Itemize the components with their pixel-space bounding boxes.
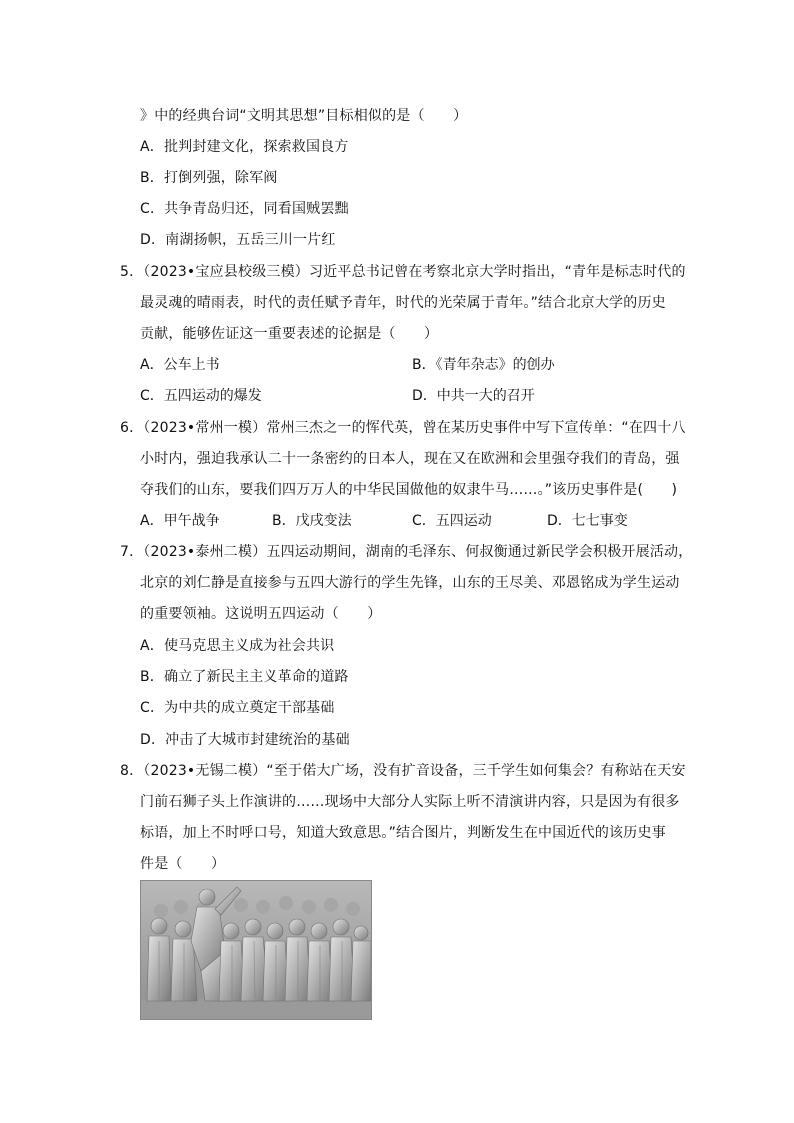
relief-illustration bbox=[141, 881, 371, 1019]
q7-option-a: A．使马克思主义成为社会共识 bbox=[140, 638, 335, 654]
q7-option-b: B．确立了新民主主义革命的道路 bbox=[140, 669, 349, 685]
q4-option-c: C．共争青岛归还，同看国贼罢黜 bbox=[140, 201, 349, 217]
q6-stem-line-3: 夺我们的山东，要我们四万万人的中华民国做他的奴隶牛马……。”该历史事件是( ) bbox=[140, 482, 678, 498]
q5-stem-line-3: 贡献，能够佐证这一重要表述的论据是（ ） bbox=[140, 326, 439, 342]
q8-stem-line-2: 门前石狮子头上作演讲的……现场中大部分人实际上听不清演讲内容，只是因为有很多 bbox=[140, 794, 680, 810]
q6-option-c: C．五四运动 bbox=[412, 513, 492, 529]
q6-option-d: D．七七事变 bbox=[547, 513, 628, 529]
q6-stem-line-1: 6．（2023•常州一模）常州三杰之一的恽代英，曾在某历史事件中写下宣传单：“在四十八 bbox=[120, 420, 686, 436]
q7-stem-line-2: 北京的刘仁静是直接参与五四大游行的学生先锋，山东的王尽美、邓恩铭成为学生运动 bbox=[140, 575, 680, 591]
q8-stem-line-3: 标语，加上不时呼口号，知道大致意思。”结合图片，判断发生在中国近代的该历史事 bbox=[140, 825, 666, 841]
q6-stem-line-2: 小时内，强迫我承认二十一条密约的日本人，现在又在欧洲和会里强夺我们的青岛，强 bbox=[140, 451, 680, 467]
q7-stem-line-1: 7．（2023•泰州二模）五四运动期间，湖南的毛泽东、何叔衡通过新民学会积极开展活动， bbox=[120, 544, 693, 560]
q6-option-a: A．甲午战争 bbox=[140, 513, 220, 529]
q5-stem-line-1: 5．（2023•宝应县校级三模）习近平总书记曾在考察北京大学时指出，“青年是标志时代的 bbox=[120, 264, 686, 280]
q8-stem-line-1: 8．（2023•无锡二模）“至于偌大广场，没有扩音设备，三千学生如何集会？有称站在天安 bbox=[120, 763, 686, 779]
q5-stem-line-2: 最灵魂的晴雨表，时代的责任赋予青年，时代的光荣属于青年。”结合北京大学的历史 bbox=[140, 295, 666, 311]
q4-stem-tail: 》中的经典台词“文明其思想”目标相似的是（ ） bbox=[140, 108, 468, 124]
q7-stem-line-3: 的重要领袖。这说明五四运动（ ） bbox=[140, 606, 382, 622]
q7-option-c: C．为中共的成立奠定干部基础 bbox=[140, 700, 335, 716]
q8-stem-line-4: 件是（ ） bbox=[140, 856, 226, 872]
q5-option-d: D．中共一大的召开 bbox=[412, 388, 535, 404]
q4-option-d: D．南湖扬帜，五岳三川一片红 bbox=[140, 232, 336, 248]
q5-option-b: B．《青年杂志》的创办 bbox=[412, 357, 555, 373]
q4-option-b: B．打倒列强，除军阀 bbox=[140, 170, 278, 186]
q7-option-d: D．冲击了大城市封建统治的基础 bbox=[140, 732, 350, 748]
q5-option-c: C．五四运动的爆发 bbox=[140, 388, 262, 404]
q5-option-a: A．公车上书 bbox=[140, 357, 220, 373]
q4-option-a: A．批判封建文化，探索救国良方 bbox=[140, 139, 349, 155]
relief-sculpture-image bbox=[140, 880, 372, 1020]
q6-option-b: B．戊戌变法 bbox=[272, 513, 352, 529]
